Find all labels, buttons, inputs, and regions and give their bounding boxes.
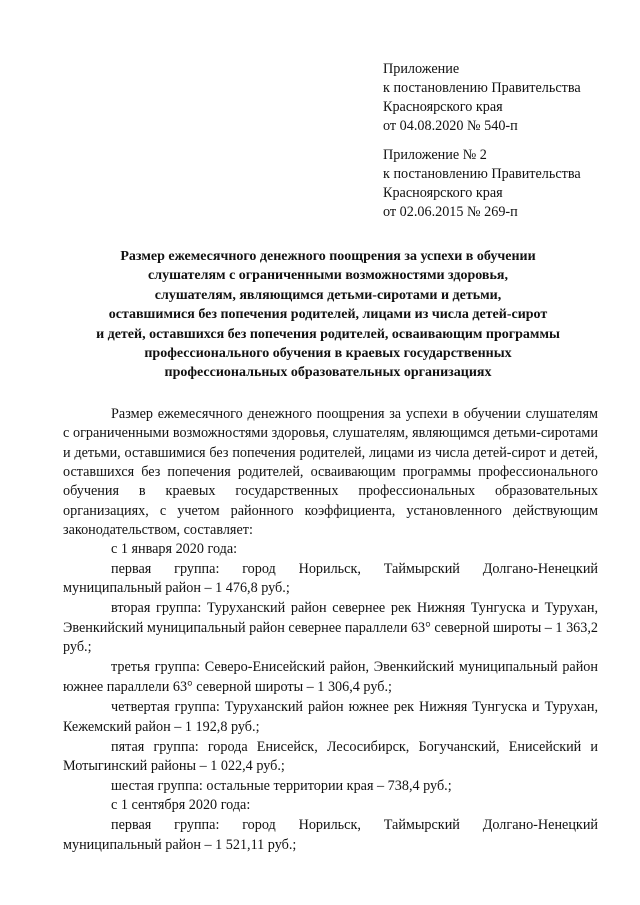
appendix-line: Красноярского края xyxy=(383,185,503,201)
group-item: третья группа: Северо-Енисейский район, Эвенкийский муниципальный район южнее параллели 63° северной широты – 1 306,4 руб.; xyxy=(63,659,598,695)
appendix-line: к постановлению Правительства xyxy=(383,166,581,182)
title-line: оставшимися без попечения родителей, лицами из числа детей-сирот xyxy=(108,307,548,323)
group-item: четвертая группа: Туруханский район южнее рек Нижняя Тунгуска и Турухан, Кежемский район – 1 192,8 руб.; xyxy=(63,699,598,735)
title-line: и детей, оставшихся без попечения родителей, осваивающим программы xyxy=(96,326,560,342)
title-line: профессионального обучения в краевых государственных xyxy=(144,346,512,362)
document-title xyxy=(60,247,596,383)
group-item: шестая группа: остальные территории края – 738,4 руб.; xyxy=(111,777,452,794)
title-line: Размер ежемесячного денежного поощрения за успехи в обучении xyxy=(120,249,536,264)
appendix-line: Приложение xyxy=(383,61,460,77)
group-item: пятая группа: города Енисейск, Лесосибирск, Богучанский, Енисейский и Мотыгинский районы – 1 022,4 руб.; xyxy=(63,738,598,775)
group-item: вторая группа: Туруханский район севернее рек Нижняя Тунгуска и Турухан, Эвенкийский муниципальный район севернее параллели 63° северной широты – 1 363,2 руб.; xyxy=(63,600,598,656)
group-item: первая группа: город Норильск, Таймырский Долгано-Ненецкий муниципальный район – 1 476,8 руб.; xyxy=(63,560,598,597)
appendix-line: Красноярского края xyxy=(383,99,503,115)
period-heading: с 1 сентября 2020 года: xyxy=(111,796,251,813)
appendix-line: к постановлению Правительства xyxy=(383,80,581,96)
title-line: профессиональных образовательных организациях xyxy=(164,365,492,381)
appendix-header-1 xyxy=(383,60,581,136)
title-line: слушателям с ограниченными возможностями здоровья, xyxy=(148,268,508,284)
appendix-header-2 xyxy=(383,146,581,222)
group-item: первая группа: город Норильск, Таймырский Долгано-Ненецкий муниципальный район – 1 521,11 руб.; xyxy=(63,817,598,853)
appendix-line: от 04.08.2020 № 540-п xyxy=(383,118,518,134)
appendix-line: от 02.06.2015 № 269-п xyxy=(383,204,518,220)
title-line: слушателям, являющимся детьми-сиротами и детьми, xyxy=(154,287,502,303)
document-body xyxy=(63,405,598,855)
appendix-line: Приложение № 2 xyxy=(383,147,487,163)
intro-paragraph: Размер ежемесячного денежного поощрения за успехи в обучении слушателям с ограниченными возможностями здоровья, слушателям, являющимся детьми-сиротами и детьми, оставшимися без попечения родителей, лицами из числа детей-сирот и детей, оставшихся без попечения родителей, осваивающим программы профессионального обучения в краевых государственных профессиональных образовательных организациях, с учетом районного коэффициента, установленного действующим законодательством, составляет: xyxy=(63,406,598,539)
period-heading: с 1 января 2020 года: xyxy=(111,541,238,558)
